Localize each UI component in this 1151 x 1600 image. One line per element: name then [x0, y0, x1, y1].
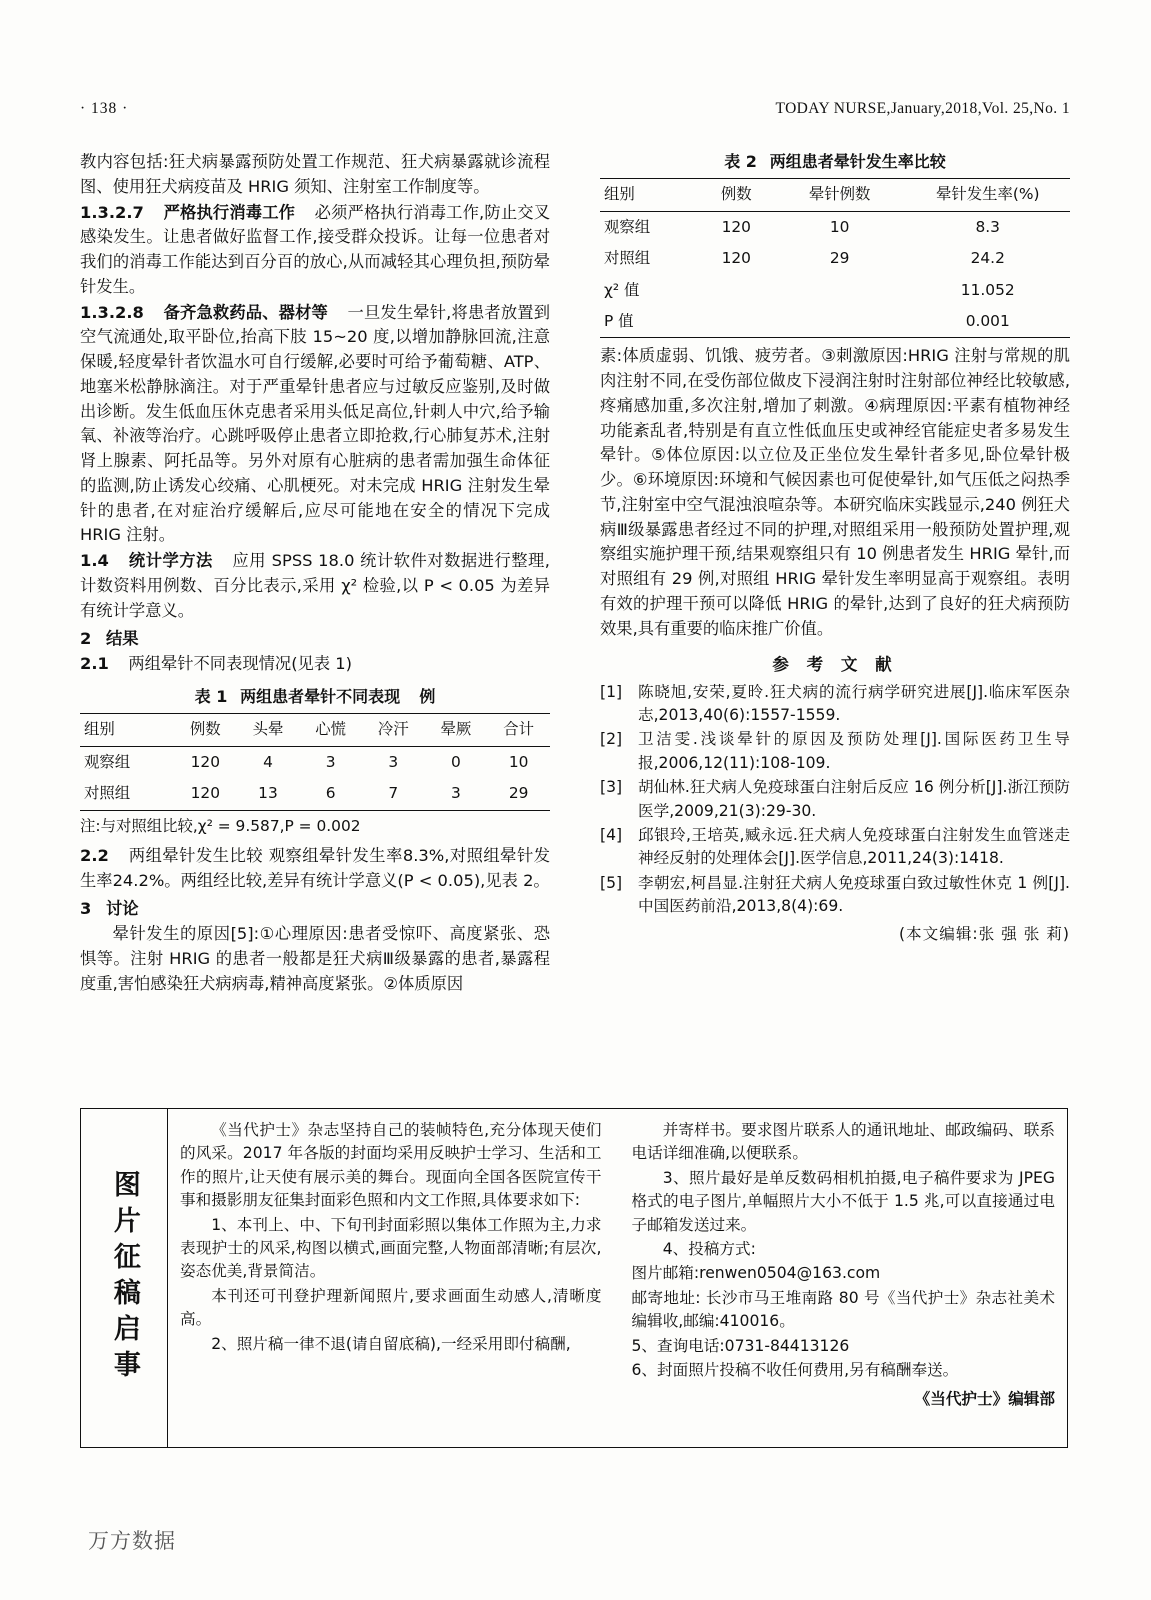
notice-paragraph: 2、照片稿一律不退(请自留底稿),一经采用即付稿酬,: [211, 1334, 571, 1353]
table-header-row: [600, 179, 1070, 211]
table-2-r0-c0: 观察组: [604, 217, 651, 236]
table-2-r1-c0: 对照组: [604, 249, 651, 268]
table-1-r1-c1: 120: [174, 778, 237, 810]
table-row: [80, 778, 550, 810]
notice-paragraph: 并寄样书。要求图片联系人的通讯地址、邮政编码、联系电话详细准确,以便联系。: [631, 1121, 1055, 1163]
table-2-r1-c2: 29: [829, 249, 850, 268]
right-column-body: 素:体质虚弱、饥饿、疲劳者。③刺激原因:HRIG 注射与常规的肌肉注射不同,在受伤部位做皮下浸润注射时注射部位神经比较敏感,疼痛感加重,多次注射,增加了刺激。④病理原因:平素有植物神经功能紊乱者,特别是有直立性低血压史或神经官能症史者多易发生晕针。⑤体位原因:以立位及正坐位发生晕针者多见,卧位晕针极少。⑥环境原因:环境和气候因素也可促使晕针,如气压低之闷热季节,注射室中空气混浊浪喧杂等。本研究临床实践显示,240 例狂犬病Ⅲ级暴露患者经过不同的护理,对照组采用一般预防处置护理,观察组实施护理干预,结果观察组只有 10 例患者发生 HRIG 晕针,而对照组有 29 例,对照组 HRIG 晕针发生率明显高于观察组。表明有效的护理干预可以降低 HRIG 的晕针,达到了良好的狂犬病预防效果,具有重要的临床推广价值。: [600, 346, 1070, 638]
page-header: [80, 100, 1070, 118]
table-2-title: 两组患者晕针发生率比较: [769, 152, 946, 171]
table-2-col-1: 例数: [699, 179, 774, 211]
table-1-unit: 例: [419, 687, 436, 707]
section-number: 1.3.2.7: [80, 202, 144, 222]
table-2-col-3: 晕针发生率(%): [905, 179, 1070, 211]
table-2-stat-0-value: 11.052: [960, 280, 1015, 299]
table-1-r1-c5: 3: [425, 778, 488, 810]
table-1-r1-c0: 对照组: [80, 778, 174, 810]
notice-paragraph: 4、投稿方式:: [662, 1239, 756, 1258]
table-row-statistic: [600, 275, 1070, 306]
reference-number: [2]: [600, 730, 623, 749]
section-body: 两组晕针发生比较 观察组晕针发生率8.3%,对照组晕针发生率24.2%。两组经比较,差异有统计学意义(P < 0.05),见表 2。: [80, 846, 550, 890]
table-1-label: 表 1: [194, 687, 228, 707]
notice-phone-line: 5、查询电话:0731-84413126: [631, 1336, 850, 1355]
table-1-r1-c2: 13: [237, 778, 300, 810]
table-row: [600, 211, 1070, 243]
section-title: 严格执行消毒工作: [163, 202, 296, 222]
notice-signature: 《当代护士》编辑部: [914, 1390, 1055, 1409]
table-2-col-0: 组别: [600, 179, 699, 211]
section-title: 统计学方法: [128, 551, 213, 571]
reference-text: 邱银玲,王培英,臧永远.狂犬病人免疫球蛋白注射发生血管迷走神经反射的处理体会[J].医学信息,2011,24(3):1418.: [638, 825, 1070, 868]
reference-text: 胡仙林.狂犬病人免疫球蛋白注射后反应 16 例分析[J].浙江预防医学,2009,21(3):29-30.: [638, 778, 1070, 820]
table-1-col-2: 头晕: [237, 714, 300, 746]
page-number: · 138 ·: [80, 100, 129, 117]
reference-text: 李朝宏,柯昌显.注射狂犬病人免疫球蛋白致过敏性休克 1 例[J].中国医药前沿,2013,8(4):69.: [638, 873, 1070, 916]
section-number: 2: [80, 628, 92, 648]
notice-side-title: [81, 1109, 168, 1447]
section-1-3-2-7: [80, 201, 550, 300]
section-title: 讨论: [106, 898, 139, 918]
table-1-r0-c2: 4: [263, 752, 273, 771]
table-2-stat-1-label: P 值: [600, 306, 699, 338]
journal-citation-line: TODAY NURSE,January,2018,Vol. 25,No. 1: [775, 100, 1070, 117]
reference-text: 陈晓旭,安荣,夏昤.狂犬病的流行病学研究进展[J].临床军医杂志,2013,40(6):1557-1559.: [638, 682, 1070, 724]
table-2-r0-c3: 8.3: [975, 217, 1000, 236]
database-watermark: 万方数据: [88, 1529, 176, 1553]
notice-fee-line: 6、封面照片投稿不收任何费用,另有稿酬奉送。: [631, 1360, 959, 1379]
section-1-4: [80, 549, 550, 623]
table-1-r0-c5: 0: [451, 752, 461, 771]
table-1-col-3: 心慌: [299, 714, 362, 746]
section-2-heading: [80, 627, 550, 652]
reference-number: [3]: [600, 778, 623, 797]
table-2-r0-c2: 10: [829, 217, 850, 236]
section-body: 两组晕针不同表现情况(见表 1): [128, 654, 353, 674]
table-1-r0-c1: 120: [190, 752, 220, 771]
table-1-r1-c4: 7: [362, 778, 425, 810]
reference-item: [600, 824, 1070, 871]
table-row: [600, 243, 1070, 274]
table-2-wrapper: [600, 150, 1070, 338]
section-3-heading: [80, 897, 550, 922]
table-1-col-6: 合计: [487, 714, 550, 746]
reference-text: 卫洁雯.浅谈晕针的原因及预防处理[J].国际医药卫生导报,2006,12(11):108-109.: [638, 730, 1070, 772]
table-1-col-5: 晕厥: [425, 714, 488, 746]
table-header-row: [80, 714, 550, 746]
notice-paragraph: 1、本刊上、中、下旬刊封面彩照以集体工作照为主,力求表现护士的风采,构图以横式,画面完整,人物面部清晰;有层次,姿态优美,背景简洁。: [180, 1215, 602, 1281]
notice-left-column: [180, 1119, 618, 1437]
table-row: [80, 746, 550, 778]
right-column: [600, 150, 1070, 946]
table-1-title: 两组患者晕针不同表现: [240, 687, 401, 707]
reference-item: [600, 681, 1070, 728]
table-1-r0-c3: 3: [325, 752, 336, 771]
section-number: 1.4: [80, 551, 109, 571]
notice-address-line: 邮寄地址: 长沙市马王堆南路 80 号《当代护士》杂志社美术编辑收,邮编:410016。: [631, 1288, 1055, 1331]
section-body: 必须严格执行消毒工作,防止交叉感染发生。让患者做好监督工作,接受群众投诉。让每一位患者对我们的消毒工作能达到百分百的放心,从而减轻其心理负担,预防晕针发生。: [80, 202, 550, 296]
section-title: 备齐急救药品、器材等: [163, 302, 328, 322]
table-2: [600, 178, 1070, 338]
table-1-wrapper: [80, 685, 550, 838]
table-2-r1-c1: 120: [721, 249, 751, 268]
notice-body: [168, 1109, 1067, 1447]
section-number: 3: [80, 898, 92, 918]
notice-paragraph: 本刊还可刊登护理新闻照片,要求画面生动感人,清晰度高。: [180, 1286, 602, 1329]
table-2-stat-0-label: χ² 值: [604, 280, 640, 299]
reference-number: [5]: [600, 873, 623, 892]
table-2-stat-1-value: 0.001: [905, 306, 1070, 338]
section-2-2: [80, 844, 550, 894]
table-2-col-2: 晕针例数: [774, 179, 906, 211]
table-1-col-1: 例数: [174, 714, 237, 746]
section-body: 一旦发生晕针,将患者放置到空气流通处,取平卧位,抬高下肢 15~20 度,以增加静脉回流,注意保暖,轻度晕针者饮温水可自行缓解,必要时可给予葡萄糖、ATP、地塞米松静脉滴注。对于严重晕针患者应与过敏反应鉴别,及时做出诊断。发生低血压休克患者采用头低足高位,针刺人中穴,给予输氧、补液等治疗。心跳呼吸停止患者立即抢救,行心肺复苏术,注射肾上腺素、阿托品等。另外对原有心脏病的患者需加强生命体征的监测,防止诱发心绞痛、心肌梗死。对未完成 HRIG 注射发生晕针的患者,在对症治疗缓解后,应尽可能地在安全的情况下完成 HRIG 注射。: [80, 302, 550, 545]
section-3-body: 晕针发生的原因[5]:①心理原因:患者受惊吓、高度紧张、恐惧等。注射 HRIG 的患者一般都是狂犬病Ⅲ级暴露的患者,暴露程度重,害怕感染狂犬病病毒,精神高度紧张。②体质原因: [80, 924, 550, 993]
table-2-r1-c3: 24.2: [970, 249, 1005, 268]
reference-item: [600, 776, 1070, 823]
section-number: 1.3.2.8: [80, 302, 144, 322]
notice-right-column: [618, 1119, 1056, 1437]
reference-item: [600, 728, 1070, 775]
table-2-caption: [600, 150, 1070, 174]
table-1-col-4: 冷汗: [362, 714, 425, 746]
table-1-r0-c6: 10: [508, 752, 529, 771]
reference-item: [600, 872, 1070, 919]
section-title: 结果: [106, 628, 139, 648]
call-for-photos-box: [80, 1108, 1068, 1448]
references-heading: 参 考 文 献: [772, 654, 898, 674]
section-number: 2.2: [80, 846, 109, 866]
table-2-r0-c1: 120: [721, 217, 751, 236]
table-1-note: 注:与对照组比较,χ² = 9.587,P = 0.002: [80, 816, 361, 835]
table-2-label: 表 2: [724, 152, 757, 171]
notice-paragraph: 《当代护士》杂志坚持自己的装帧特色,充分体现天使们的风采。2017 年各版的封面均采用反映护士学习、生活和工作的照片,让天使有展示美的舞台。现面向全国各医院宣传干事和摄影朋友征集封面彩色照和内文工作照,具体要求如下:: [180, 1121, 602, 1210]
section-number: 2.1: [80, 654, 109, 674]
notice-paragraph: 3、照片最好是单反数码相机拍摄,电子稿件要求为 JPEG 格式的电子图片,单幅照片大小不低于 1.5 兆,可以直接通过电子邮箱发送过来。: [631, 1168, 1055, 1234]
editor-credit: (本文编辑:张 强 张 莉): [898, 924, 1070, 943]
table-1-r1-c6: 29: [487, 778, 550, 810]
section-2-1: [80, 652, 550, 677]
table-1-r0-c4: 3: [388, 752, 399, 771]
reference-number: [1]: [600, 682, 623, 701]
section-1-3-2-8: [80, 301, 550, 549]
left-column: [80, 150, 550, 998]
reference-number: [4]: [600, 825, 623, 844]
table-row-statistic: [600, 306, 1070, 338]
table-1-r0-c0: 观察组: [84, 752, 131, 771]
paragraph-continuation: 教内容包括:狂犬病暴露预防处置工作规范、狂犬病暴露就诊流程图、使用狂犬病疫苗及 HRIG 须知、注射室工作制度等。: [80, 152, 550, 196]
table-1: [80, 713, 550, 810]
table-1-col-0: 组别: [80, 714, 174, 746]
table-1-caption: [80, 685, 550, 709]
section-body: 应用 SPSS 18.0 统计软件对数据进行整理,计数资料用例数、百分比表示,采用 χ² 检验,以 P < 0.05 为差异有统计学意义。: [80, 551, 550, 620]
table-1-r1-c3: 6: [299, 778, 362, 810]
notice-email-line: 图片邮箱:renwen0504@163.com: [631, 1264, 881, 1283]
notice-vertical-title: 图片征稿启事: [108, 1170, 140, 1386]
